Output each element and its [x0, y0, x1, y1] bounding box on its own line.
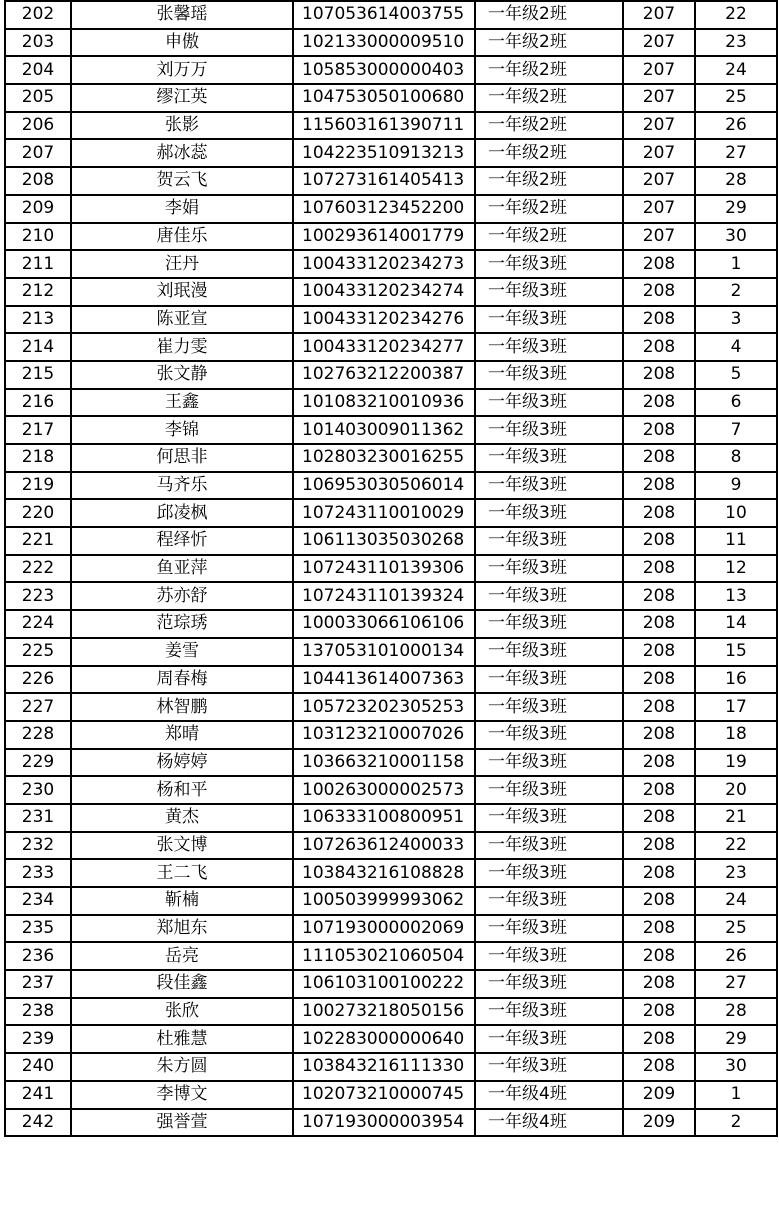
exam-number-cell: 102133000009510 — [293, 29, 475, 57]
seat-cell: 12 — [695, 555, 777, 583]
table-row — [5, 361, 777, 389]
seat-cell: 17 — [695, 693, 777, 721]
exam-number-cell: 104413614007363 — [293, 666, 475, 694]
seq-cell: 238 — [5, 998, 71, 1026]
class-cell: 一年级3班 — [475, 333, 623, 361]
seq-cell: 214 — [5, 333, 71, 361]
table-row — [5, 555, 777, 583]
room-cell: 208 — [623, 610, 695, 638]
seat-cell: 24 — [695, 56, 777, 84]
room-cell: 209 — [623, 1081, 695, 1109]
seat-cell: 3 — [695, 306, 777, 334]
seat-cell: 18 — [695, 721, 777, 749]
table-row — [5, 776, 777, 804]
table-row — [5, 527, 777, 555]
name-cell: 王二飞 — [71, 859, 293, 887]
class-cell: 一年级3班 — [475, 389, 623, 417]
name-cell: 刘珉漫 — [71, 278, 293, 306]
seat-cell: 19 — [695, 749, 777, 777]
room-cell: 208 — [623, 942, 695, 970]
seat-cell: 22 — [695, 1, 777, 29]
table-row — [5, 223, 777, 251]
seat-cell: 16 — [695, 666, 777, 694]
table-row — [5, 887, 777, 915]
name-cell: 张欣 — [71, 998, 293, 1026]
seat-cell: 14 — [695, 610, 777, 638]
exam-number-cell: 103123210007026 — [293, 721, 475, 749]
seat-cell: 7 — [695, 416, 777, 444]
class-cell: 一年级3班 — [475, 416, 623, 444]
name-cell: 唐佳乐 — [71, 223, 293, 251]
seq-cell: 202 — [5, 1, 71, 29]
class-cell: 一年级3班 — [475, 693, 623, 721]
class-cell: 一年级3班 — [475, 555, 623, 583]
name-cell: 张馨瑶 — [71, 1, 293, 29]
seq-cell: 225 — [5, 638, 71, 666]
seq-cell: 223 — [5, 582, 71, 610]
name-cell: 李娟 — [71, 195, 293, 223]
room-cell: 208 — [623, 250, 695, 278]
class-cell: 一年级3班 — [475, 1025, 623, 1053]
exam-number-cell: 100273218050156 — [293, 998, 475, 1026]
room-cell: 208 — [623, 638, 695, 666]
seat-cell: 24 — [695, 887, 777, 915]
name-cell: 张文静 — [71, 361, 293, 389]
exam-number-cell: 105853000000403 — [293, 56, 475, 84]
name-cell: 李博文 — [71, 1081, 293, 1109]
seq-cell: 236 — [5, 942, 71, 970]
table-row — [5, 970, 777, 998]
table-row — [5, 499, 777, 527]
class-cell: 一年级3班 — [475, 776, 623, 804]
seq-cell: 228 — [5, 721, 71, 749]
seat-cell: 25 — [695, 915, 777, 943]
exam-number-cell: 101403009011362 — [293, 416, 475, 444]
class-cell: 一年级3班 — [475, 444, 623, 472]
seq-cell: 206 — [5, 112, 71, 140]
seq-cell: 211 — [5, 250, 71, 278]
seq-cell: 207 — [5, 139, 71, 167]
seq-cell: 229 — [5, 749, 71, 777]
name-cell: 李锦 — [71, 416, 293, 444]
seat-cell: 9 — [695, 472, 777, 500]
seq-cell: 226 — [5, 666, 71, 694]
room-cell: 207 — [623, 56, 695, 84]
exam-number-cell: 137053101000134 — [293, 638, 475, 666]
name-cell: 邱凌枫 — [71, 499, 293, 527]
exam-number-cell: 103663210001158 — [293, 749, 475, 777]
table-row — [5, 29, 777, 57]
name-cell: 强誉萱 — [71, 1109, 293, 1137]
seq-cell: 235 — [5, 915, 71, 943]
class-cell: 一年级3班 — [475, 499, 623, 527]
room-cell: 208 — [623, 1025, 695, 1053]
table-row — [5, 1081, 777, 1109]
seq-cell: 219 — [5, 472, 71, 500]
seat-cell: 25 — [695, 84, 777, 112]
name-cell: 杨婷婷 — [71, 749, 293, 777]
room-cell: 208 — [623, 887, 695, 915]
seq-cell: 212 — [5, 278, 71, 306]
seq-cell: 222 — [5, 555, 71, 583]
seq-cell: 221 — [5, 527, 71, 555]
exam-number-cell: 102763212200387 — [293, 361, 475, 389]
seq-cell: 203 — [5, 29, 71, 57]
seq-cell: 215 — [5, 361, 71, 389]
name-cell: 范琮琇 — [71, 610, 293, 638]
table-row — [5, 389, 777, 417]
name-cell: 汪丹 — [71, 250, 293, 278]
exam-number-cell: 103843216111330 — [293, 1053, 475, 1081]
seq-cell: 231 — [5, 804, 71, 832]
table-row — [5, 112, 777, 140]
exam-number-cell: 100433120234273 — [293, 250, 475, 278]
name-cell: 林智鹏 — [71, 693, 293, 721]
seat-cell: 23 — [695, 29, 777, 57]
table-row — [5, 1053, 777, 1081]
seat-cell: 20 — [695, 776, 777, 804]
class-cell: 一年级3班 — [475, 527, 623, 555]
exam-number-cell: 107243110010029 — [293, 499, 475, 527]
table-row — [5, 693, 777, 721]
name-cell: 岳亮 — [71, 942, 293, 970]
room-cell: 207 — [623, 84, 695, 112]
exam-number-cell: 104223510913213 — [293, 139, 475, 167]
seq-cell: 220 — [5, 499, 71, 527]
table-row — [5, 333, 777, 361]
class-cell: 一年级2班 — [475, 1, 623, 29]
room-cell: 207 — [623, 195, 695, 223]
class-cell: 一年级3班 — [475, 666, 623, 694]
room-cell: 207 — [623, 139, 695, 167]
seq-cell: 205 — [5, 84, 71, 112]
table-row — [5, 610, 777, 638]
name-cell: 郑晴 — [71, 721, 293, 749]
room-cell: 208 — [623, 666, 695, 694]
name-cell: 申傲 — [71, 29, 293, 57]
table-row — [5, 250, 777, 278]
document-page — [4, 0, 778, 1137]
exam-number-cell: 100503999993062 — [293, 887, 475, 915]
room-cell: 208 — [623, 1053, 695, 1081]
class-cell: 一年级3班 — [475, 859, 623, 887]
name-cell: 刘万万 — [71, 56, 293, 84]
name-cell: 何思非 — [71, 444, 293, 472]
table-row — [5, 582, 777, 610]
class-cell: 一年级3班 — [475, 472, 623, 500]
class-cell: 一年级3班 — [475, 915, 623, 943]
class-cell: 一年级2班 — [475, 29, 623, 57]
room-cell: 208 — [623, 499, 695, 527]
table-row — [5, 666, 777, 694]
name-cell: 陈亚宣 — [71, 306, 293, 334]
seat-cell: 2 — [695, 278, 777, 306]
exam-number-cell: 102073210000745 — [293, 1081, 475, 1109]
seat-cell: 26 — [695, 112, 777, 140]
exam-number-cell: 100433120234277 — [293, 333, 475, 361]
class-cell: 一年级3班 — [475, 998, 623, 1026]
exam-number-cell: 100433120234274 — [293, 278, 475, 306]
room-cell: 208 — [623, 555, 695, 583]
table-row — [5, 167, 777, 195]
name-cell: 周春梅 — [71, 666, 293, 694]
exam-number-cell: 104753050100680 — [293, 84, 475, 112]
exam-number-cell: 107053614003755 — [293, 1, 475, 29]
seat-cell: 28 — [695, 998, 777, 1026]
seq-cell: 204 — [5, 56, 71, 84]
room-cell: 209 — [623, 1109, 695, 1137]
seq-cell: 237 — [5, 970, 71, 998]
class-cell: 一年级3班 — [475, 361, 623, 389]
name-cell: 姜雪 — [71, 638, 293, 666]
room-cell: 208 — [623, 776, 695, 804]
room-cell: 208 — [623, 804, 695, 832]
name-cell: 苏亦舒 — [71, 582, 293, 610]
exam-number-cell: 100033066106106 — [293, 610, 475, 638]
class-cell: 一年级2班 — [475, 195, 623, 223]
table-row — [5, 1025, 777, 1053]
room-cell: 208 — [623, 416, 695, 444]
room-cell: 207 — [623, 167, 695, 195]
table-row — [5, 56, 777, 84]
class-cell: 一年级3班 — [475, 278, 623, 306]
table-row — [5, 444, 777, 472]
exam-number-cell: 106333100800951 — [293, 804, 475, 832]
seq-cell: 208 — [5, 167, 71, 195]
seat-cell: 30 — [695, 1053, 777, 1081]
seq-cell: 239 — [5, 1025, 71, 1053]
class-cell: 一年级3班 — [475, 804, 623, 832]
exam-number-cell: 107603123452200 — [293, 195, 475, 223]
seq-cell: 209 — [5, 195, 71, 223]
name-cell: 段佳鑫 — [71, 970, 293, 998]
table-row — [5, 278, 777, 306]
seq-cell: 230 — [5, 776, 71, 804]
exam-number-cell: 115603161390711 — [293, 112, 475, 140]
exam-number-cell: 107193000002069 — [293, 915, 475, 943]
seq-cell: 242 — [5, 1109, 71, 1137]
table-row — [5, 416, 777, 444]
table-body — [5, 1, 777, 1136]
name-cell: 杨和平 — [71, 776, 293, 804]
class-cell: 一年级2班 — [475, 56, 623, 84]
seat-cell: 10 — [695, 499, 777, 527]
class-cell: 一年级2班 — [475, 139, 623, 167]
seq-cell: 240 — [5, 1053, 71, 1081]
room-cell: 208 — [623, 970, 695, 998]
name-cell: 张影 — [71, 112, 293, 140]
room-cell: 208 — [623, 361, 695, 389]
seat-cell: 15 — [695, 638, 777, 666]
class-cell: 一年级2班 — [475, 223, 623, 251]
exam-number-cell: 107193000003954 — [293, 1109, 475, 1137]
seat-cell: 21 — [695, 804, 777, 832]
exam-number-cell: 102803230016255 — [293, 444, 475, 472]
exam-number-cell: 103843216108828 — [293, 859, 475, 887]
exam-number-cell: 106103100100222 — [293, 970, 475, 998]
name-cell: 张文博 — [71, 832, 293, 860]
name-cell: 鱼亚萍 — [71, 555, 293, 583]
room-cell: 208 — [623, 693, 695, 721]
table-row — [5, 139, 777, 167]
class-cell: 一年级3班 — [475, 749, 623, 777]
exam-number-cell: 107263612400033 — [293, 832, 475, 860]
name-cell: 马齐乐 — [71, 472, 293, 500]
room-cell: 208 — [623, 333, 695, 361]
seat-cell: 1 — [695, 250, 777, 278]
room-cell: 208 — [623, 444, 695, 472]
table-row — [5, 942, 777, 970]
room-cell: 207 — [623, 223, 695, 251]
room-cell: 208 — [623, 278, 695, 306]
class-cell: 一年级3班 — [475, 887, 623, 915]
seq-cell: 218 — [5, 444, 71, 472]
seat-cell: 30 — [695, 223, 777, 251]
class-cell: 一年级3班 — [475, 970, 623, 998]
class-cell: 一年级4班 — [475, 1081, 623, 1109]
table-row — [5, 638, 777, 666]
seat-cell: 13 — [695, 582, 777, 610]
table-row — [5, 859, 777, 887]
seq-cell: 224 — [5, 610, 71, 638]
class-cell: 一年级2班 — [475, 84, 623, 112]
room-cell: 208 — [623, 915, 695, 943]
table-row — [5, 832, 777, 860]
exam-number-cell: 100293614001779 — [293, 223, 475, 251]
exam-number-cell: 107243110139306 — [293, 555, 475, 583]
class-cell: 一年级3班 — [475, 610, 623, 638]
room-cell: 208 — [623, 527, 695, 555]
exam-number-cell: 111053021060504 — [293, 942, 475, 970]
exam-number-cell: 107273161405413 — [293, 167, 475, 195]
seat-cell: 23 — [695, 859, 777, 887]
name-cell: 崔力雯 — [71, 333, 293, 361]
seq-cell: 216 — [5, 389, 71, 417]
room-cell: 207 — [623, 112, 695, 140]
seat-cell: 8 — [695, 444, 777, 472]
seat-cell: 29 — [695, 1025, 777, 1053]
student-exam-table — [4, 0, 778, 1137]
seat-cell: 6 — [695, 389, 777, 417]
name-cell: 贺云飞 — [71, 167, 293, 195]
seat-cell: 2 — [695, 1109, 777, 1137]
seq-cell: 213 — [5, 306, 71, 334]
exam-number-cell: 106953030506014 — [293, 472, 475, 500]
seat-cell: 5 — [695, 361, 777, 389]
class-cell: 一年级3班 — [475, 1053, 623, 1081]
name-cell: 靳楠 — [71, 887, 293, 915]
seq-cell: 241 — [5, 1081, 71, 1109]
name-cell: 王鑫 — [71, 389, 293, 417]
table-row — [5, 472, 777, 500]
table-row — [5, 1109, 777, 1137]
room-cell: 208 — [623, 998, 695, 1026]
table-row — [5, 84, 777, 112]
seat-cell: 26 — [695, 942, 777, 970]
room-cell: 207 — [623, 1, 695, 29]
seq-cell: 217 — [5, 416, 71, 444]
class-cell: 一年级3班 — [475, 942, 623, 970]
table-row — [5, 915, 777, 943]
room-cell: 208 — [623, 859, 695, 887]
class-cell: 一年级3班 — [475, 306, 623, 334]
room-cell: 208 — [623, 389, 695, 417]
exam-number-cell: 101083210010936 — [293, 389, 475, 417]
class-cell: 一年级3班 — [475, 250, 623, 278]
class-cell: 一年级3班 — [475, 832, 623, 860]
class-cell: 一年级2班 — [475, 112, 623, 140]
seq-cell: 232 — [5, 832, 71, 860]
table-row — [5, 804, 777, 832]
name-cell: 杜雅慧 — [71, 1025, 293, 1053]
name-cell: 郑旭东 — [71, 915, 293, 943]
exam-number-cell: 107243110139324 — [293, 582, 475, 610]
exam-number-cell: 105723202305253 — [293, 693, 475, 721]
class-cell: 一年级4班 — [475, 1109, 623, 1137]
seat-cell: 22 — [695, 832, 777, 860]
exam-number-cell: 100263000002573 — [293, 776, 475, 804]
class-cell: 一年级3班 — [475, 582, 623, 610]
exam-number-cell: 100433120234276 — [293, 306, 475, 334]
class-cell: 一年级2班 — [475, 167, 623, 195]
room-cell: 208 — [623, 472, 695, 500]
seat-cell: 11 — [695, 527, 777, 555]
table-row — [5, 721, 777, 749]
seat-cell: 1 — [695, 1081, 777, 1109]
room-cell: 208 — [623, 306, 695, 334]
seat-cell: 28 — [695, 167, 777, 195]
table-row — [5, 998, 777, 1026]
room-cell: 208 — [623, 749, 695, 777]
name-cell: 缪江英 — [71, 84, 293, 112]
seq-cell: 210 — [5, 223, 71, 251]
table-row — [5, 749, 777, 777]
seq-cell: 233 — [5, 859, 71, 887]
class-cell: 一年级3班 — [475, 721, 623, 749]
exam-number-cell: 106113035030268 — [293, 527, 475, 555]
room-cell: 207 — [623, 29, 695, 57]
seat-cell: 4 — [695, 333, 777, 361]
name-cell: 朱方圆 — [71, 1053, 293, 1081]
seq-cell: 234 — [5, 887, 71, 915]
seat-cell: 27 — [695, 139, 777, 167]
seq-cell: 227 — [5, 693, 71, 721]
exam-number-cell: 102283000000640 — [293, 1025, 475, 1053]
table-row — [5, 1, 777, 29]
name-cell: 郝冰蕊 — [71, 139, 293, 167]
seat-cell: 29 — [695, 195, 777, 223]
class-cell: 一年级3班 — [475, 638, 623, 666]
name-cell: 黄杰 — [71, 804, 293, 832]
seat-cell: 27 — [695, 970, 777, 998]
table-row — [5, 306, 777, 334]
room-cell: 208 — [623, 721, 695, 749]
room-cell: 208 — [623, 832, 695, 860]
room-cell: 208 — [623, 582, 695, 610]
table-row — [5, 195, 777, 223]
name-cell: 程绎忻 — [71, 527, 293, 555]
